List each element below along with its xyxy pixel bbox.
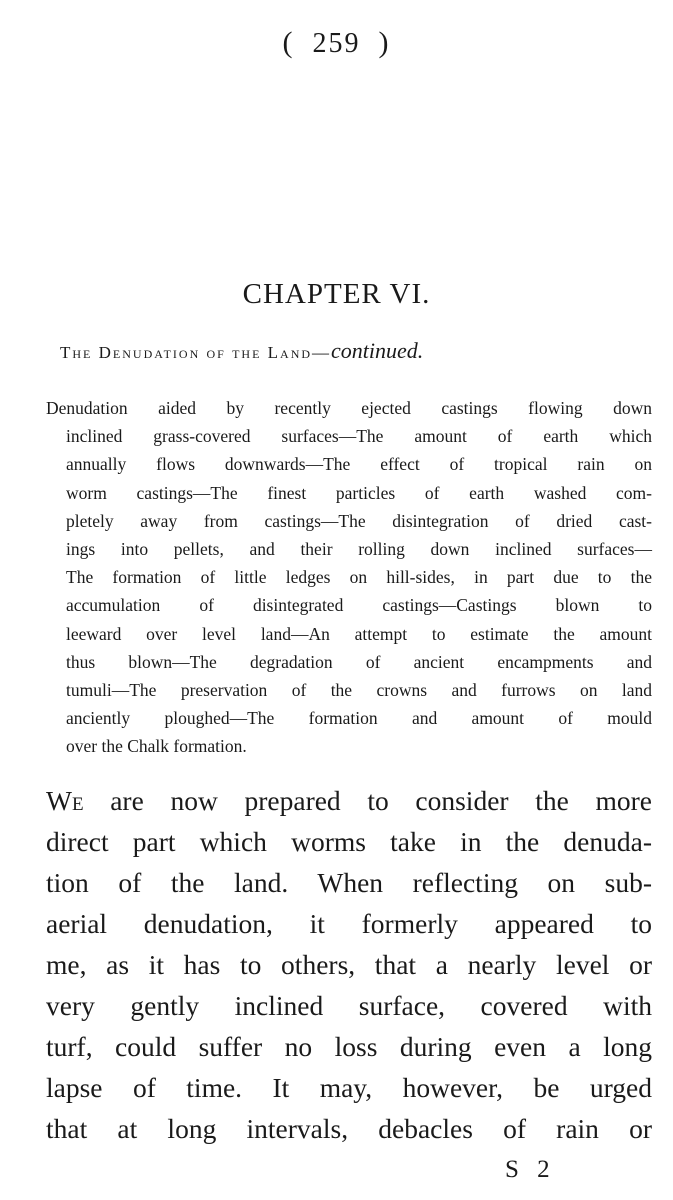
summary-line: worm castings—The finest particles of earth washed com- bbox=[66, 482, 652, 503]
signature-mark: S 2 bbox=[505, 1156, 556, 1183]
body-line: lapse of time. It may, however, be urged bbox=[46, 1072, 652, 1103]
body-line: aerial denudation, it formerly appeared to bbox=[46, 908, 652, 939]
body-line-first bbox=[46, 780, 652, 821]
page-number-value: 259 bbox=[312, 28, 361, 59]
body-line: that at long intervals, debacles of rain or bbox=[46, 1113, 652, 1144]
summary-line: leeward over level land—An attempt to estimate the amount bbox=[66, 623, 652, 644]
summary-line: inclined grass-covered surfaces—The amount of earth which bbox=[66, 426, 652, 447]
body-line: turf, could suffer no loss during even a long bbox=[46, 1031, 652, 1062]
summary-line: pletely away from castings—The disintegration of dried cast- bbox=[66, 510, 652, 531]
summary-line: thus blown—The degradation of ancient encampments and bbox=[66, 651, 652, 672]
summary-line: ings into pellets, and their rolling down inclined surfaces— bbox=[66, 539, 652, 560]
chapter-title: CHAPTER VI. bbox=[242, 278, 431, 310]
body-line-first-rest: are now prepared to consider the more bbox=[83, 785, 652, 816]
body-line: very gently inclined surface, covered with bbox=[46, 990, 652, 1021]
summary-line: The formation of little ledges on hill-sides, in part due to the bbox=[66, 567, 652, 588]
chapter-subtitle bbox=[60, 338, 650, 364]
opening-word: We bbox=[46, 785, 84, 816]
page-number bbox=[0, 26, 673, 60]
summary-line: accumulation of disintegrated castings—Castings blown to bbox=[66, 595, 652, 616]
body-paragraph bbox=[46, 780, 652, 1149]
body-line: me, as it has to others, that a nearly level or bbox=[46, 949, 652, 980]
chapter-subtitle-caps: The Denudation of the Land— bbox=[60, 343, 332, 362]
summary-line: annually flows downwards—The effect of tropical rain on bbox=[66, 454, 652, 475]
summary-line: over the Chalk formation. bbox=[66, 736, 247, 757]
summary-line: tumuli—The preservation of the crowns and furrows on land bbox=[66, 680, 652, 701]
page-number-open-paren: ( bbox=[282, 26, 295, 59]
summary-line: anciently ploughed—The formation and amount of mould bbox=[66, 708, 652, 729]
body-line: direct part which worms take in the denuda- bbox=[46, 826, 652, 857]
chapter-subtitle-continued: continued. bbox=[331, 338, 424, 363]
chapter-summary bbox=[46, 394, 652, 761]
body-line: tion of the land. When reflecting on sub- bbox=[46, 867, 652, 898]
page-number-close-paren: ) bbox=[378, 26, 391, 59]
summary-line: Denudation aided by recently ejected castings flowing down bbox=[46, 398, 652, 418]
